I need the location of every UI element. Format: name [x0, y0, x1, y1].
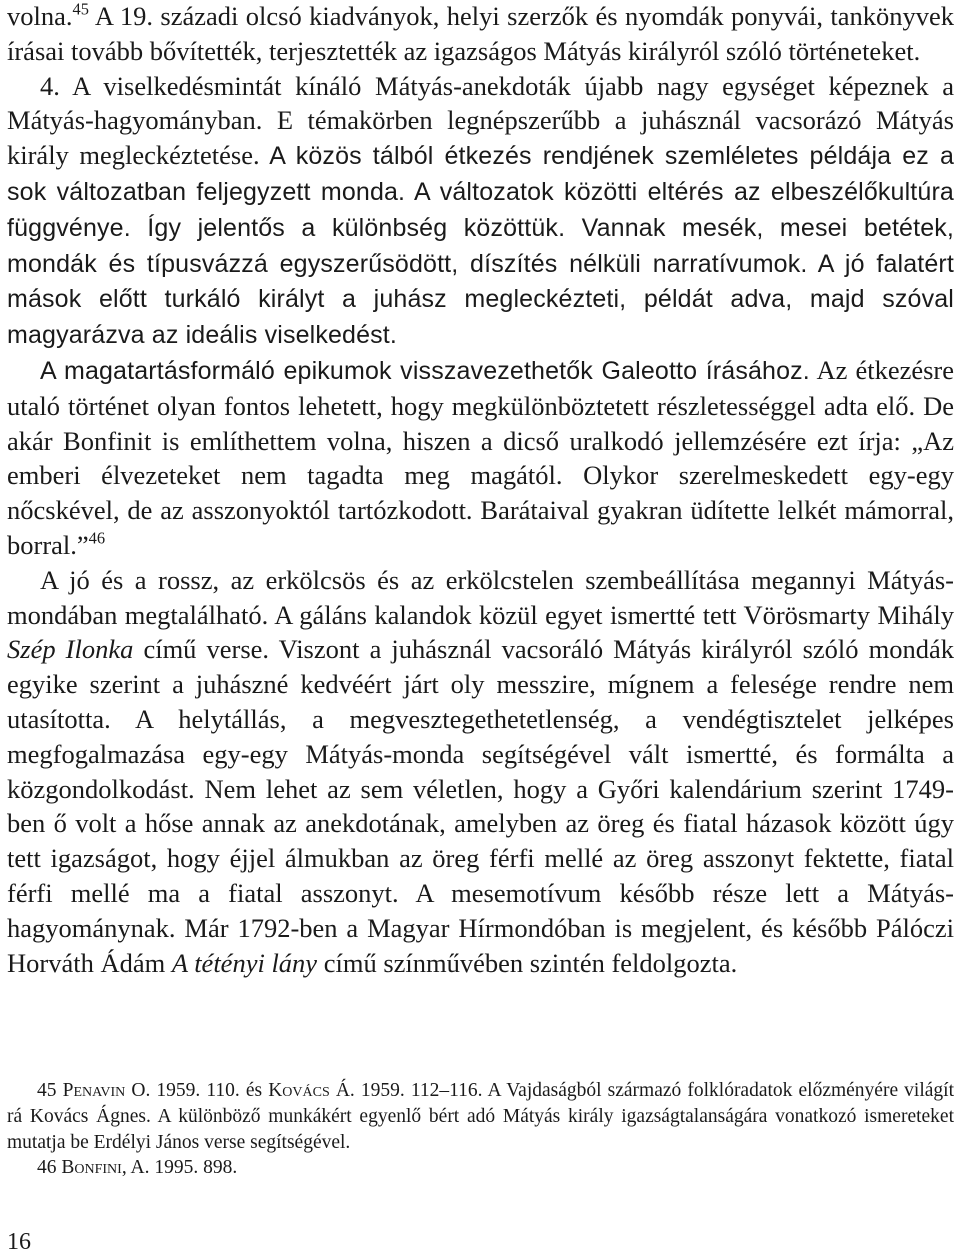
text-run: A jó és a rossz, az erkölcsös és az erkölcstelen szembeállítása megannyi Mátyás-mondában megtalálható. A gáláns kalandok közül egyet ismertté tett Vörösmarty Mihály — [7, 564, 954, 630]
text-run-sans: A magatartásformáló epikumok visszavezethetők Galeotto írásához. — [40, 356, 810, 385]
text-run: , A. 1995. 898. — [121, 1157, 238, 1179]
text-run: O. 1959. 110. és — [125, 1080, 269, 1101]
paragraph-moral — [7, 563, 954, 981]
footnote-author: Kovács — [268, 1080, 330, 1101]
text-run: Az étkezésre utaló történet olyan fontos lehetett, hogy megkülönböztetett részletességgel adta elő. De akár Bonfinit is említhettem volna, hiszen a dicső uralkodó jellemzésére ezt írja: „Az emberi élvezeteket nem tagadta meg magától. Olykor szerelmeskedett egy-egy nőcskével, de az asszonyoktól tartózkodott. Barátaival gyakran üdítette lelkét mámorral, borral.” — [7, 354, 955, 560]
work-title-szep-ilonka: Szép Ilonka — [7, 634, 134, 665]
footnote-number: 45 — [37, 1080, 57, 1101]
footnote-number: 46 — [37, 1157, 57, 1179]
footnote-author: Penavin — [62, 1080, 126, 1101]
footnote-ref-45[interactable]: 45 — [72, 0, 89, 19]
text-run-sans: A közös tálból étkezés rendjének szemléletes példája ez a sok változatban feljegyzett monda. A változatok közötti eltérés az elbeszélőkultúra függvénye. Így jelentős a különbség közöttük. Vannak mesék, mesei betétek, mondák és típusvázzá egyszerűsödött, díszítés nélküli narratívumok. A jó falatért mások előtt turkáló királyt a juhász megleckézteti, példát adva, majd szóval magyarázva az ideális viselkedést. — [7, 142, 955, 350]
paragraph-galeotto — [7, 353, 954, 563]
footnote-46 — [7, 1155, 954, 1181]
work-title-tetenyi-lany: A tétényi lány — [171, 947, 318, 978]
paragraph-continuation — [7, 0, 954, 69]
footnotes — [7, 1078, 954, 1181]
main-text — [7, 0, 954, 980]
page-body — [7, 0, 954, 980]
text-run: Á. 1959. 112–116. A Vajdaságból származó folklóradatok előzményére világít rá Kovács Ágnes. A különböző munkákért egyenlő bért adó Mátyás király igazságtalanságára vonatkozó ismereteket mutatja be Erdélyi János verse segítségével. — [7, 1080, 955, 1153]
footnote-ref-46[interactable]: 46 — [88, 528, 106, 548]
text-run: volna. — [7, 1, 73, 31]
text-run: című verse. Viszont a juhásznál vacsoráló Mátyás királyról szóló mondák egyike szerint a juhászné kedvéért járt oly messzire, mígnem a felesége rendre nem utasította. A helytállás, a megvesztegethetetlenség, a vendégtisztelet jelképes megfogalmazása egy-egy Mátyás-monda segítségével vált ismertté, és formálta a közgondolkodást. Nem lehet az sem véletlen, hogy a Győri kalendárium szerint 1749-ben ő volt a hőse annak az anekdotának, amelyben az öreg és fiatal házasok között úgy tett igazságot, hogy éjjel álmukban az öreg férfi mellé az öreg asszonyt fektette, fiatal férfi mellé ma a fiatal asszonyt. A mesemotívum később része lett a Mátyás-hagyománynak. Már 1792-ben a Magyar Hírmondóban is megjelent, és később Pálóczi Horváth Ádám — [7, 634, 954, 978]
text-run: A 19. századi olcsó kiadványok, helyi szerzők és nyomdák ponyvái, tankönyvek írásai tovább bővítették, terjesztették az igazságos Mátyás királyról szóló történeteket. — [7, 1, 954, 66]
footnote-author: Bonfini — [61, 1157, 122, 1179]
paragraph-anecdotes — [7, 69, 954, 353]
text-run: című színművében szintén feldolgozta. — [317, 947, 738, 978]
footnote-45 — [7, 1078, 954, 1155]
page-number: 16 — [7, 1229, 31, 1255]
text-run: 4. A viselkedésmintát kínáló Mátyás-anekdoták újabb nagy egységet képeznek a Mátyás-hagyományban. E témakörben legnépszerűbb a juhásznál vacsorázó Mátyás király megleckéztetése. — [7, 70, 954, 171]
